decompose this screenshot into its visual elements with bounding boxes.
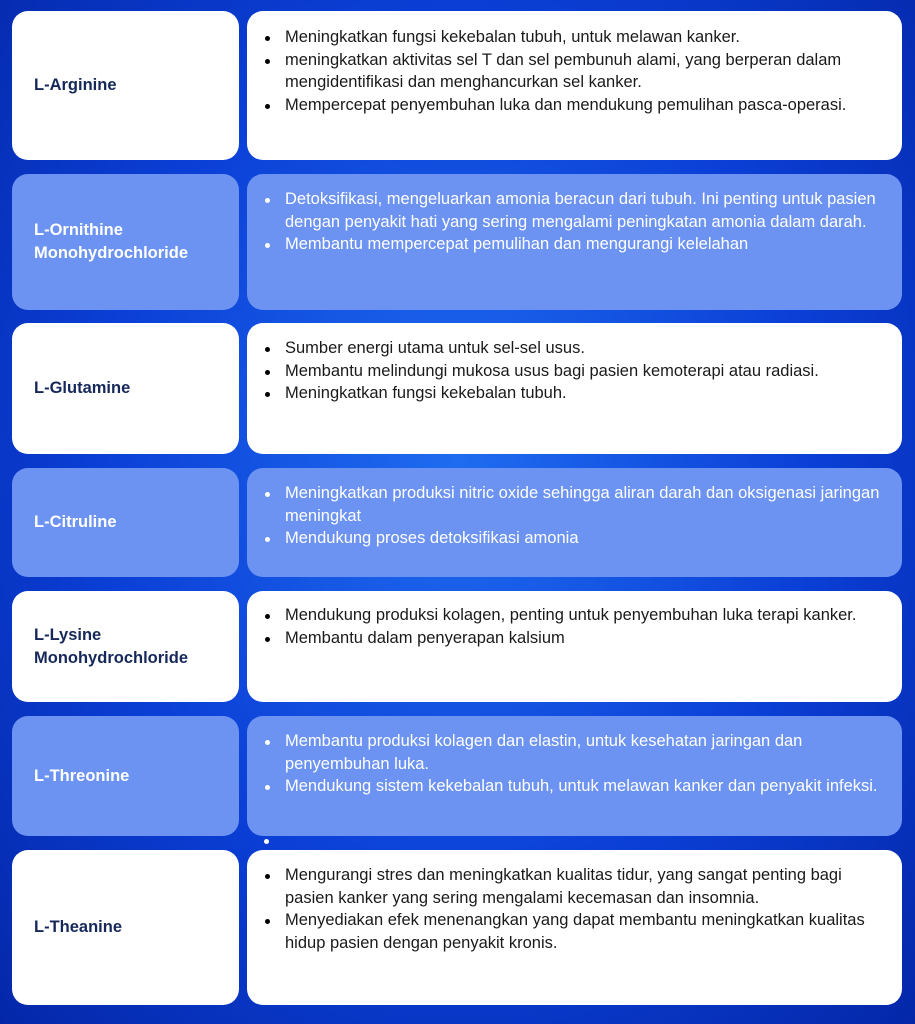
benefit-item: Membantu mempercepat pemulihan dan mengurangi kelelahan <box>285 233 880 256</box>
description-card <box>247 716 902 836</box>
row-l-arginine <box>0 11 915 160</box>
amino-acid-name: L-Glutamine <box>34 379 131 397</box>
benefit-item: Membantu dalam penyerapan kalsium <box>285 627 880 650</box>
row-l-glutamine <box>0 323 915 454</box>
description-card <box>247 468 902 577</box>
amino-acid-name: L-Lysine Monohydrochloride <box>34 625 188 667</box>
benefit-list <box>285 864 880 954</box>
description-card <box>247 174 902 310</box>
description-card <box>247 850 902 1005</box>
name-card <box>12 850 239 1005</box>
row-l-citruline <box>0 468 915 577</box>
benefit-item: Detoksifikasi, mengeluarkan amonia beracun dari tubuh. Ini penting untuk pasien dengan penyakit hati yang sering mengalami peningkatan amonia dalam darah. <box>285 188 880 233</box>
benefit-item: Mendukung produksi kolagen, penting untuk penyembuhan luka terapi kanker. <box>285 604 880 627</box>
benefit-list <box>285 604 880 649</box>
amino-acid-name: L-Arginine <box>34 76 117 94</box>
benefit-item: Mendukung proses detoksifikasi amonia <box>285 527 880 550</box>
amino-acid-name: L-Citruline <box>34 513 117 531</box>
benefit-list <box>285 337 880 405</box>
name-card <box>12 591 239 702</box>
benefit-item: meningkatkan aktivitas sel T dan sel pembunuh alami, yang berperan dalam mengidentifikasi dan menghancurkan sel kanker. <box>285 49 880 94</box>
name-card <box>12 323 239 454</box>
row-l-ornithine <box>0 174 915 310</box>
benefit-list <box>285 482 880 550</box>
name-card <box>12 11 239 160</box>
row-l-threonine <box>0 716 915 836</box>
amino-acid-name: L-Theanine <box>34 918 123 936</box>
benefit-item: Sumber energi utama untuk sel-sel usus. <box>285 337 880 360</box>
benefit-list <box>285 188 880 256</box>
benefit-item: Meningkatkan fungsi kekebalan tubuh. <box>285 382 880 405</box>
benefit-list <box>285 730 880 798</box>
description-card <box>247 323 902 454</box>
amino-acid-name: L-Threonine <box>34 766 130 785</box>
name-card <box>12 468 239 577</box>
stray-bullet-dot <box>264 839 269 844</box>
row-l-lysine <box>0 591 915 702</box>
benefit-item: Meningkatkan produksi nitric oxide sehingga aliran darah dan oksigenasi jaringan meningkat <box>285 482 880 527</box>
description-card <box>247 11 902 160</box>
row-l-theanine <box>0 850 915 1005</box>
benefit-item: Membantu produksi kolagen dan elastin, untuk kesehatan jaringan dan penyembuhan luka. <box>285 730 880 775</box>
benefit-item: Mendukung sistem kekebalan tubuh, untuk melawan kanker dan penyakit infeksi. <box>285 775 880 798</box>
description-card <box>247 591 902 702</box>
amino-acid-name: L-Ornithine Monohydrochloride <box>34 221 188 262</box>
benefit-item: Meningkatkan fungsi kekebalan tubuh, untuk melawan kanker. <box>285 26 880 49</box>
name-card <box>12 716 239 836</box>
benefit-list <box>285 26 880 116</box>
benefit-item: Mempercepat penyembuhan luka dan mendukung pemulihan pasca-operasi. <box>285 94 880 117</box>
benefit-item: Membantu melindungi mukosa usus bagi pasien kemoterapi atau radiasi. <box>285 360 880 383</box>
name-card <box>12 174 239 310</box>
benefit-item: Mengurangi stres dan meningkatkan kualitas tidur, yang sangat penting bagi pasien kanker yang sering mengalami kecemasan dan insomnia. <box>285 864 880 909</box>
benefit-item: Menyediakan efek menenangkan yang dapat membantu meningkatkan kualitas hidup pasien dengan penyakit kronis. <box>285 909 880 954</box>
